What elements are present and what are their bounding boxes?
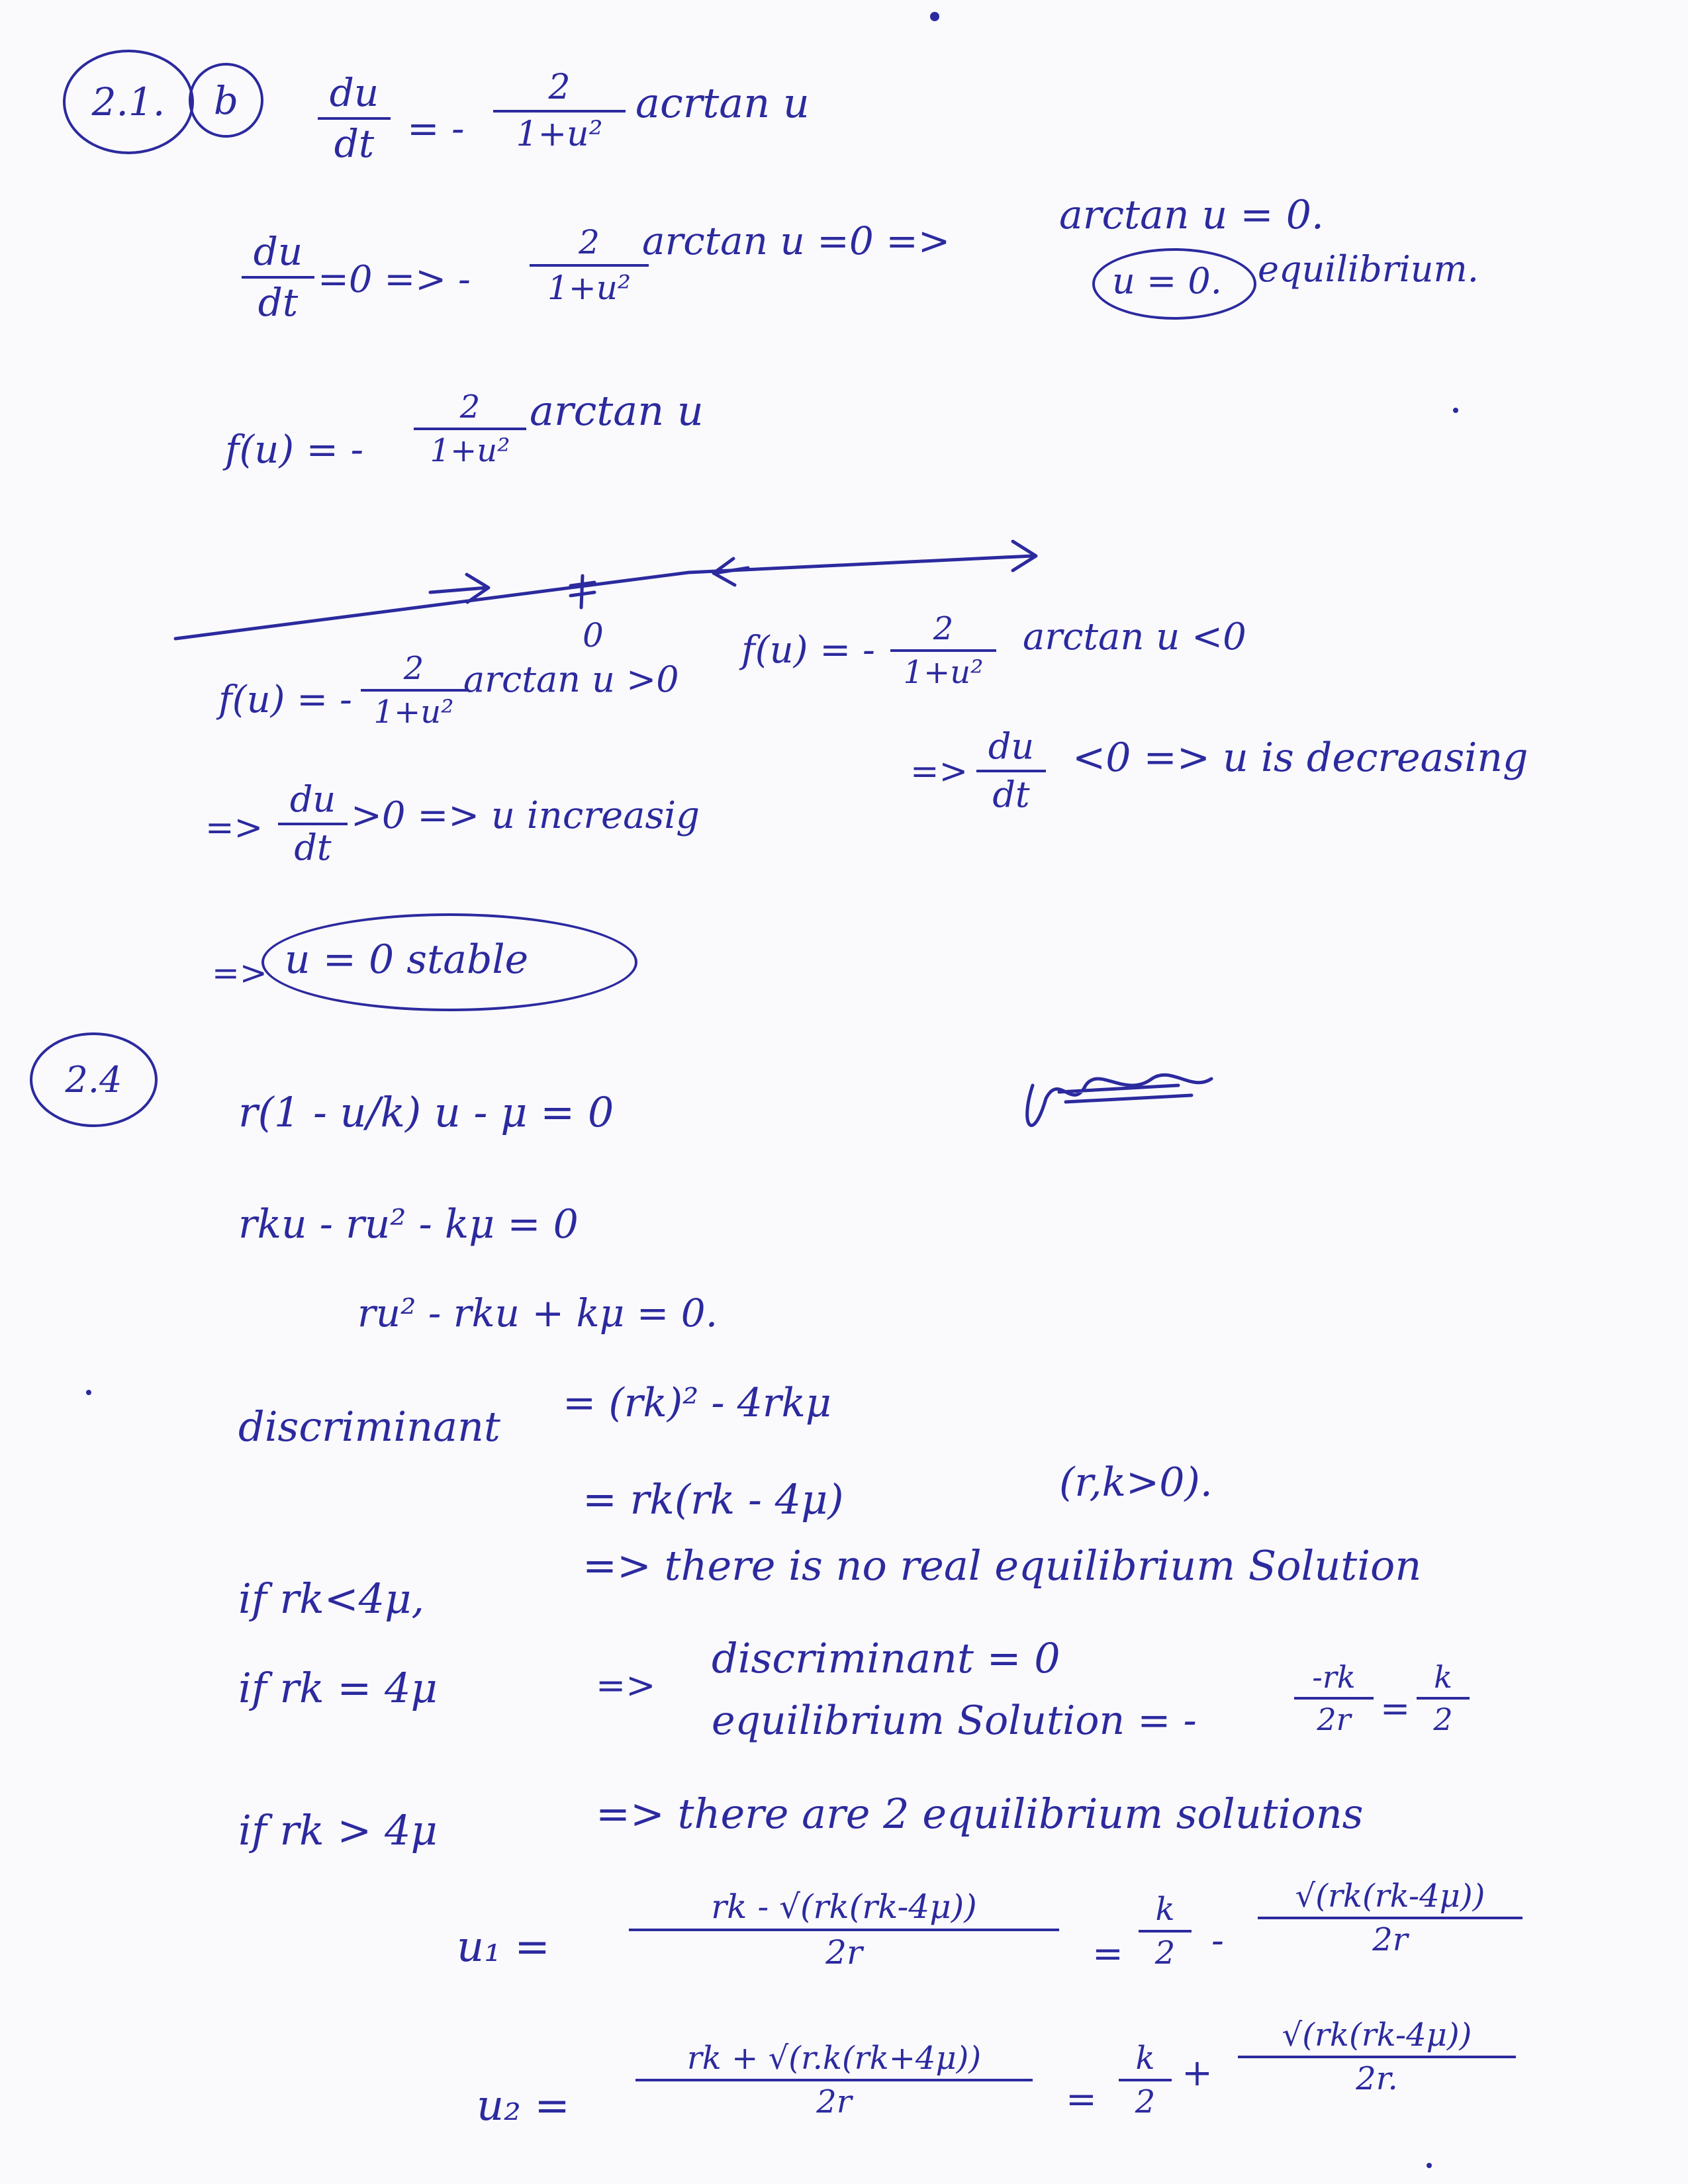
discriminant-expression: = (rk)² - 4rkμ (563, 1380, 831, 1426)
fraction-numerator: 2 (579, 223, 600, 261)
ink-speck (1427, 2163, 1432, 2168)
u1-half-fraction (1139, 1893, 1192, 1970)
left-f-lhs: f(u) = - (218, 678, 352, 721)
fraction-numerator: k (1434, 1659, 1452, 1695)
u2-label: u₂ = (477, 2081, 570, 2130)
fraction-denominator: 2 (1433, 1702, 1453, 1738)
case-1-result: => there is no real equilibrium Solution (583, 1541, 1422, 1590)
equilibrium-circled-value: u = 0. (1112, 260, 1222, 302)
fraction-denominator: 1+u² (373, 694, 454, 731)
fraction-denominator: 2 (1135, 2083, 1156, 2121)
case-1-condition: if rk<4μ, (238, 1574, 425, 1623)
ode-function: acrtan u (635, 79, 810, 127)
equilibrium-note: equilibrium. (1258, 248, 1479, 290)
problem-number-text: 2.1. (91, 79, 165, 124)
fraction-bar (629, 1929, 1059, 1931)
part-letter-text: b (213, 77, 239, 123)
f-definition-lhs: f(u) = - (225, 427, 364, 472)
fraction-numerator: 2 (548, 68, 571, 107)
discriminant-factored: = rk(rk - 4μ) (583, 1475, 844, 1524)
u2-main-fraction (635, 2042, 1033, 2119)
equilibrium-rhs: arctan u =0 => (642, 218, 951, 263)
right-implication-text: <0 => u is decreasing (1072, 735, 1528, 781)
fraction-bar (1238, 2056, 1516, 2058)
ink-speck (930, 12, 939, 21)
fraction-denominator: 2r (1372, 1921, 1408, 1959)
equation-line-2: rku - ru² - kμ = 0 (238, 1201, 579, 1248)
fraction-denominator: dt (334, 120, 375, 166)
fraction-numerator: 2 (459, 388, 481, 426)
fraction-numerator: k (1135, 2040, 1155, 2077)
case-2-fraction-2 (1417, 1661, 1470, 1736)
fraction-numerator: du (253, 229, 303, 274)
fraction-bar (1139, 1930, 1192, 1933)
problem-number-text: 2.4 (65, 1059, 122, 1101)
u1-sign: - (1211, 1919, 1224, 1962)
left-implication-text: >0 => u increasig (351, 794, 700, 837)
fraction-numerator: rk - √(rk(rk-4μ)) (711, 1888, 977, 1926)
u2-sign: + (1182, 2052, 1213, 2095)
fraction-denominator: 2r (1317, 1702, 1351, 1738)
fraction-denominator: 1+u² (430, 432, 510, 470)
right-f-rhs: arctan u <0 (1023, 615, 1246, 659)
case-3-result: => there are 2 equilibrium solutions (596, 1790, 1364, 1838)
equilibrium-mid: =0 => - (318, 258, 471, 301)
left-f-rhs: arctan u >0 (463, 659, 679, 700)
fraction-bar (1294, 1697, 1374, 1700)
fraction-numerator: du (329, 70, 379, 115)
case-2-equals: = (1380, 1688, 1411, 1729)
fraction-denominator: 1+u² (547, 268, 631, 307)
right-f-lhs: f(u) = - (741, 629, 875, 672)
fraction-bar (1119, 2079, 1172, 2081)
equation-line-1: r(1 - u/k) u - μ = 0 (238, 1088, 614, 1136)
u1-main-fraction (629, 1889, 1059, 1970)
case-3-condition: if rk > 4μ (238, 1806, 438, 1854)
fraction-denominator: 2 (1154, 1934, 1176, 1972)
fraction-denominator: dt (258, 279, 299, 325)
left-implication-arrow: => (205, 808, 263, 848)
fraction-denominator: 1+u² (516, 114, 603, 154)
conclusion-arrow: => (212, 954, 267, 992)
axis-zero-label: 0 (583, 616, 604, 655)
u2-half-fraction (1119, 2042, 1172, 2119)
fraction-denominator: 2r (816, 2083, 852, 2121)
u1-root-fraction (1258, 1880, 1523, 1957)
ode-equals: = - (407, 106, 465, 151)
discriminant-label: discriminant (238, 1402, 500, 1451)
fraction-bar (1258, 1917, 1523, 1919)
discriminant-condition: (r,k>0). (1059, 1459, 1213, 1506)
fraction-numerator: k (1155, 1891, 1175, 1928)
fraction-denominator: 2r. (1356, 2060, 1398, 2098)
fraction-numerator: du (289, 778, 336, 820)
fraction-numerator: 2 (933, 610, 954, 647)
right-implication-arrow: => (910, 752, 968, 792)
u2-root-fraction (1238, 2019, 1516, 2096)
fraction-denominator: dt (992, 773, 1030, 815)
fraction-denominator: dt (294, 826, 332, 868)
f-definition-rhs: arctan u (530, 387, 704, 435)
u1-equals: = (1092, 1933, 1123, 1976)
fraction-denominator: 1+u² (903, 654, 984, 692)
ink-speck (86, 1390, 91, 1395)
equation-line-3: ru² - rku + kμ = 0. (357, 1291, 718, 1336)
case-2-arrow: => (596, 1664, 656, 1706)
case-2-result-2: equilibrium Solution = - (712, 1698, 1197, 1744)
conclusion-text: u = 0 stable (285, 936, 529, 983)
fraction-numerator: √(rk(rk-4μ)) (1295, 1878, 1485, 1915)
fraction-bar (635, 2079, 1033, 2081)
case-2-condition: if rk = 4μ (238, 1664, 438, 1712)
case-2-result-1: discriminant = 0 (712, 1634, 1060, 1682)
u2-equals: = (1066, 2078, 1097, 2121)
fraction-numerator: du (988, 725, 1035, 767)
fraction-numerator: 2 (403, 650, 424, 687)
equilibrium-result: arctan u = 0. (1059, 192, 1324, 238)
case-2-fraction-1 (1294, 1661, 1374, 1736)
fraction-bar (1417, 1697, 1470, 1700)
u1-label: u₁ = (457, 1923, 550, 1972)
fraction-numerator: √(rk(rk-4μ)) (1282, 2017, 1472, 2054)
fraction-numerator: rk + √(r.k(rk+4μ)) (686, 2040, 982, 2077)
fraction-denominator: 2r (825, 1933, 863, 1972)
fraction-numerator: -rk (1312, 1659, 1356, 1695)
ink-speck (1453, 408, 1458, 413)
